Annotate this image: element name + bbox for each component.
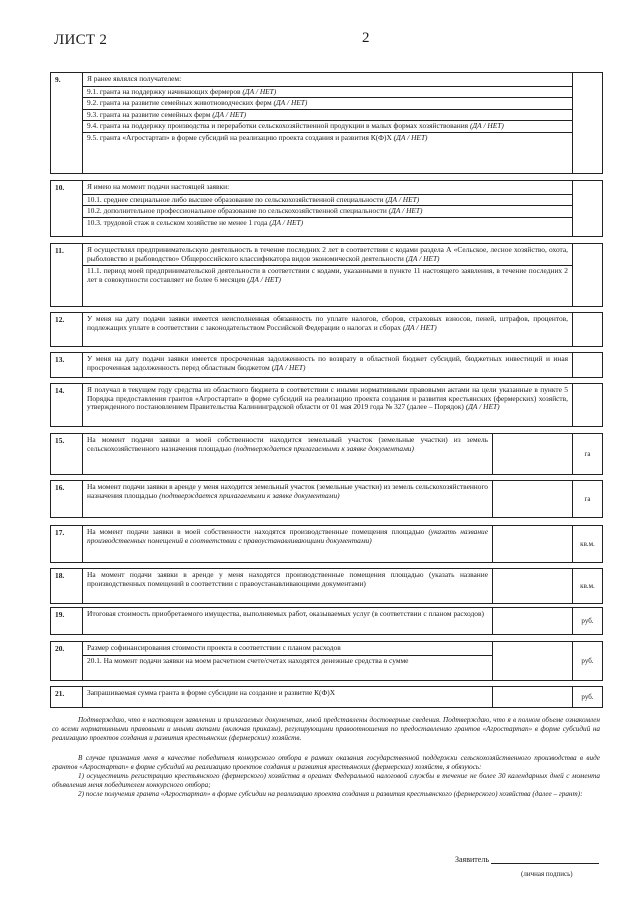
- yes-no-option[interactable]: (ДА / НЕТ): [405, 253, 440, 263]
- row-9: [50, 72, 603, 174]
- winner-text: В случае признания меня в качестве победителя конкурсного отбора в рамках оказания государственной поддержки сельскохозяйственного производства в виде грантов «Агростартап» в форме субсидий на реализацию проектов создания и развития крестьянских (фермерских) хозяйств, я обязуюсь:: [52, 754, 600, 771]
- subrow: 9.4. гранта на поддержку производства и переработки сельскохозяйственной продукции в малых формах хозяйствования (ДА / НЕТ): [83, 120, 572, 132]
- row-number: 11.: [51, 244, 83, 306]
- row-11: [50, 243, 603, 307]
- value-cell[interactable]: [492, 481, 572, 517]
- row-18: [50, 568, 603, 604]
- yes-no-option[interactable]: (ДА / НЕТ): [402, 322, 437, 332]
- subrow: 9.5. гранта «Агростартап» в форме субсидий на реализацию проекта создания и развития К(Ф)Х (ДА / НЕТ): [83, 132, 572, 144]
- row-16: [50, 480, 603, 518]
- row-text: Я имею на момент подачи настоящей заявки:: [87, 182, 230, 191]
- row-number: 12.: [51, 313, 83, 346]
- yes-no-option[interactable]: (ДА / НЕТ): [469, 121, 504, 131]
- yes-no-option[interactable]: (ДА / НЕТ): [271, 362, 306, 372]
- subrow: 11.1. период моей предпринимательской деятельности в соответствии с кодами, указанными в пункте 11 настоящего заявления, в течение последних 2 лет в совокупности составляет не более 6 месяцев (ДА / НЕТ): [83, 265, 572, 285]
- sheet-label: ЛИСТ 2: [54, 32, 108, 48]
- row-number: 20.: [51, 642, 83, 680]
- answer-cell[interactable]: [572, 181, 602, 236]
- applicant-label: Заявитель: [455, 855, 489, 864]
- yes-no-option[interactable]: (ДА / НЕТ): [388, 206, 423, 216]
- answer-cell[interactable]: [572, 73, 602, 173]
- row-text: На момент подачи заявки в моей собственности находятся производственные помещения площадью (указать название производственных помещений в соответствии с правоустанавливающими документами): [87, 527, 488, 545]
- row-15: [50, 433, 603, 475]
- answer-cell[interactable]: [572, 384, 602, 426]
- page-number: 2: [362, 30, 370, 46]
- row-number: 14.: [51, 384, 83, 426]
- subrow: 10.1. среднее специальное либо высшее образование по сельскохозяйственной специальности (ДА / НЕТ): [83, 194, 572, 206]
- subrow: 9.1. гранта на поддержку начинающих фермеров (ДА / НЕТ): [83, 86, 572, 98]
- unit-cell: руб.: [572, 608, 602, 634]
- row-text: Итоговая стоимость приобретаемого имущества, выполняемых работ, оказываемых услуг (в соответствии с планом расходов): [87, 609, 484, 618]
- yes-no-option[interactable]: (ДА / НЕТ): [465, 402, 500, 412]
- row-text: Размер софинансирования стоимости проекта в соответствии с планом расходов: [87, 643, 341, 652]
- unit-cell: руб.: [572, 687, 602, 707]
- row-text: Я осуществлял предпринимательскую деятельность в течение последних 2 лет в соответствии с кодами раздела А «Сельское, лесное хозяйство, охота, рыболовство и рыбоводство» Общероссийского классификатора видов экономической деятельности (ДА / НЕТ): [87, 245, 568, 263]
- yes-no-option[interactable]: (ДА / НЕТ): [273, 98, 308, 108]
- yes-no-option[interactable]: (ДА / НЕТ): [247, 274, 282, 284]
- signature-line: [455, 855, 599, 864]
- row-number: 15.: [51, 434, 83, 474]
- value-cell[interactable]: [492, 608, 572, 634]
- row-13: [50, 352, 603, 378]
- obligation-2: 2) после получения гранта «Агростартап» в форме субсидии на реализацию проекта создания и развития крестьянского (фермерского) хозяйства (далее – грант):: [78, 790, 583, 798]
- row-number: 9.: [51, 73, 83, 173]
- row-number: 21.: [51, 687, 83, 707]
- row-text: Я ранее являлся получателем:: [87, 74, 182, 83]
- row-text: У меня на дату подачи заявки имеется неисполненная обязанность по уплате налогов, сборов, страховых взносов, пеней, штрафов, процентов, подлежащих уплате в соответствии с законодательством Российской Федерации о налогах и сборах (ДА / НЕТ): [87, 314, 568, 332]
- subrow: 10.2. дополнительное профессиональное образование по сельскохозяйственной специальности (ДА / НЕТ): [83, 205, 572, 217]
- obligation-1: 1) осуществить регистрацию крестьянского (фермерского) хозяйства в органах Федеральной налоговой службы в течение не более 30 календарных дней с момента объявления меня победителем конкурсного отбора;: [52, 772, 600, 789]
- row-number: 16.: [51, 481, 83, 517]
- obligations-block: [52, 754, 600, 799]
- value-cell[interactable]: [492, 642, 572, 680]
- row-text: На момент подачи заявки в аренде у меня находится земельный участок (земельные участки) из земель сельскохозяйственного назначения площадью (подтверждается прилагаемыми к заявке документами): [87, 482, 488, 500]
- value-cell[interactable]: [492, 526, 572, 562]
- row-21: [50, 686, 603, 708]
- answer-cell[interactable]: [572, 353, 602, 377]
- row-text: Запрашиваемая сумма гранта в форме субсидии на создание и развитие К(Ф)Х: [87, 688, 336, 697]
- row-number: 10.: [51, 181, 83, 236]
- signature-field[interactable]: [491, 855, 599, 864]
- row-10: [50, 180, 603, 237]
- row-number: 18.: [51, 569, 83, 603]
- row-text: На момент подачи заявки в аренде у меня находятся производственные помещения площадью (указать название производственных помещений в соответствии с правоустанавливающими документами): [87, 570, 488, 588]
- row-number: 13.: [51, 353, 83, 377]
- unit-cell: кв.м.: [572, 526, 602, 562]
- confirmation-text: Подтверждаю, что в настоящем заявлении и прилагаемых документах, мной представлены достоверные сведения. Подтверждаю, что я в полном объеме ознакомлен со всеми нормативными правовыми и иными актами (включая приказы), регулирующими правоотношения по предоставлению грантов «Агростартап» в форме субсидий на реализацию проектов создания и развития крестьянских (фермерских) хозяйств.: [52, 716, 600, 742]
- answer-cell[interactable]: [572, 244, 602, 306]
- row-text: У меня на дату подачи заявки имеется просроченная задолженность по возврату в областной бюджет субсидий, бюджетных инвестиций и иная просроченная задолженность перед областным бюджетом (ДА / НЕТ): [87, 354, 568, 372]
- row-text: Я получал в текущем году средства из областного бюджета в соответствии с иными нормативными правовыми актами на цели указанные в пункте 5 Порядка предоставления грантов «Агростартап» в форме субсидий на реализацию проекта создания и развития крестьянских (фермерских) хозяйств, утвержденного постановлением Правительства Калининградской области от 01 мая 2019 года № 327 (далее – Порядок) (ДА / НЕТ): [87, 385, 568, 412]
- yes-no-option[interactable]: (ДА / НЕТ): [269, 217, 304, 227]
- value-cell[interactable]: [492, 569, 572, 603]
- row-number: 17.: [51, 526, 83, 562]
- yes-no-option[interactable]: (ДА / НЕТ): [393, 132, 428, 142]
- row-12: [50, 312, 603, 347]
- subrow: 9.2. гранта на развитие семейных животноводческих ферм (ДА / НЕТ): [83, 97, 572, 109]
- row-14: [50, 383, 603, 427]
- yes-no-option[interactable]: (ДА / НЕТ): [242, 86, 277, 96]
- yes-no-option[interactable]: (ДА / НЕТ): [385, 194, 420, 204]
- subrow: 10.3. трудовой стаж в сельском хозяйстве не менее 1 года (ДА / НЕТ): [83, 217, 572, 229]
- row-17: [50, 525, 603, 563]
- yes-no-option[interactable]: (ДА / НЕТ): [212, 109, 247, 119]
- value-cell[interactable]: [492, 687, 572, 707]
- row-number: 19.: [51, 608, 83, 634]
- signature-caption: (личная подпись): [521, 870, 573, 878]
- subrow: 20.1. На момент подачи заявки на моем расчетном счете/счетах находятся денежные средства в сумме: [83, 655, 492, 667]
- unit-cell: га: [572, 481, 602, 517]
- unit-cell: кв.м.: [572, 569, 602, 603]
- row-19: [50, 607, 603, 635]
- row-20: [50, 641, 603, 681]
- subrow: 9.3. гранта на развитие семейных ферм (ДА / НЕТ): [83, 109, 572, 121]
- unit-cell: га: [572, 434, 602, 474]
- unit-cell: руб.: [572, 642, 602, 680]
- row-text: На момент подачи заявки в моей собственности находится земельный участок (земельные участки) из земель сельскохозяйственного назначения площадью (подтверждается прилагаемыми к заявке документами): [87, 435, 488, 453]
- value-cell[interactable]: [492, 434, 572, 474]
- answer-cell[interactable]: [572, 313, 602, 346]
